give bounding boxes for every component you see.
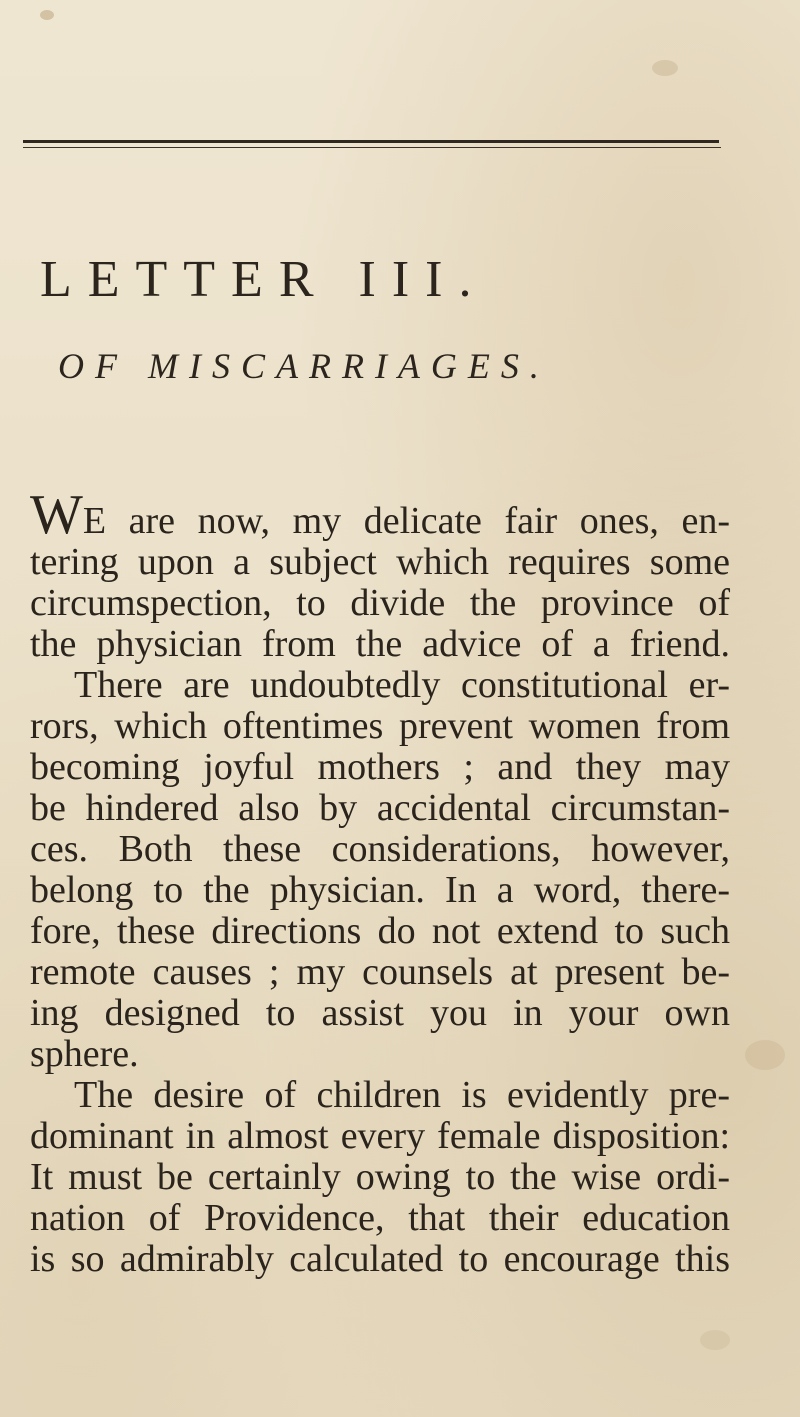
text-line: There are undoubtedly constitutional er-: [74, 664, 730, 706]
text-line: be hindered also by accidental circumstan-: [30, 787, 730, 829]
text-line: The desire of children is evidently pre-: [74, 1074, 730, 1116]
text-line: fore, these directions do not extend to such: [30, 910, 730, 952]
text-line: It must be certainly owing to the wise ordi-: [30, 1156, 730, 1198]
text-line: ing designed to assist you in your own: [30, 992, 730, 1034]
drop-cap: W: [30, 484, 83, 546]
text-line: WE are now, my delicate fair ones, en-: [30, 484, 730, 546]
letter-subheading: OF MISCARRIAGES.: [58, 346, 550, 386]
paragraph: [30, 665, 730, 1075]
paragraph: [30, 1075, 730, 1280]
paper-spot: [40, 10, 54, 20]
letter-heading: LETTER III.: [40, 251, 488, 308]
text-line: sphere.: [30, 1033, 139, 1075]
paragraph: [30, 484, 730, 665]
text-line: belong to the physician. In a word, there-: [30, 869, 730, 911]
text-line: ces. Both these considerations, however,: [30, 828, 730, 870]
text-line: is so admirably calculated to encourage this: [30, 1238, 730, 1280]
text-line: nation of Providence, that their education: [30, 1197, 730, 1239]
text-line: tering upon a subject which requires some: [30, 541, 730, 583]
header-rule-thin: [23, 147, 721, 148]
letter-body: [30, 484, 730, 1280]
text-line: dominant in almost every female disposition:: [30, 1115, 730, 1157]
text-line: becoming joyful mothers ; and they may: [30, 746, 730, 788]
header-rule-thick: [23, 140, 719, 143]
text-line: rors, which oftentimes prevent women from: [30, 705, 730, 747]
text-line: remote causes ; my counsels at present be-: [30, 951, 730, 993]
paper-spot: [652, 60, 678, 76]
text-line: the physician from the advice of a friend.: [30, 623, 730, 665]
text-line: circumspection, to divide the province of: [30, 582, 730, 624]
paper-spot: [745, 1040, 785, 1070]
paper-spot: [700, 1330, 730, 1350]
